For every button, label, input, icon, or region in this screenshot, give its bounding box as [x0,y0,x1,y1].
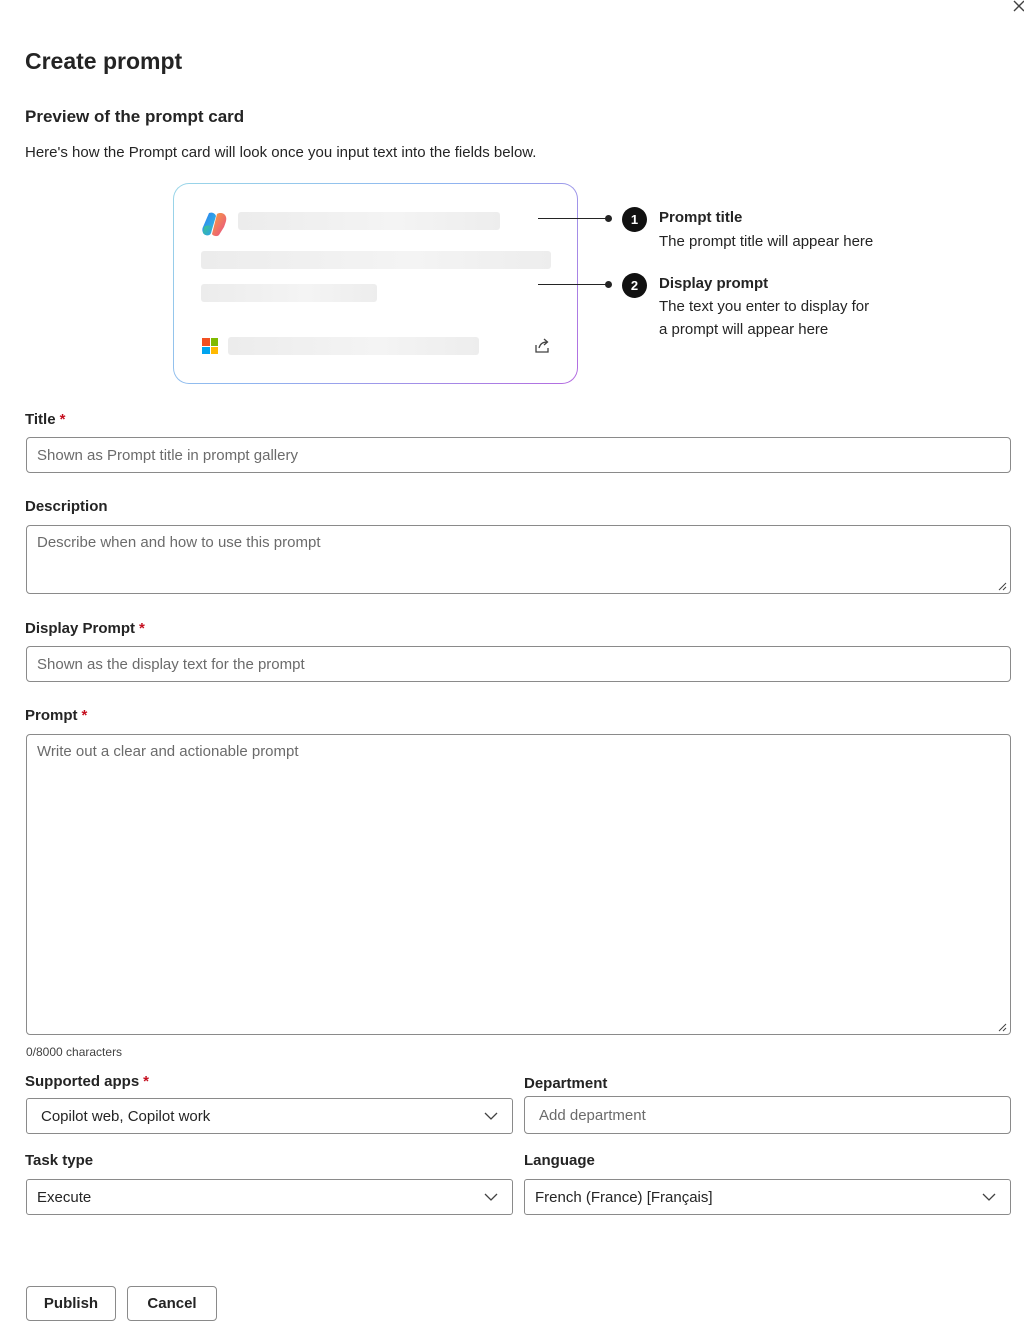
callout-text-1: The prompt title will appear here [659,233,874,250]
copilot-logo-icon [200,211,228,237]
callout-dot-2 [605,281,612,288]
callout-text-2: The text you enter to display for a prompt will appear here [659,298,870,338]
close-icon [1010,0,1024,14]
supported-apps-dropdown[interactable] [26,1098,513,1134]
callout-title-2: Display prompt [659,275,769,292]
language-dropdown[interactable] [524,1179,1011,1215]
chevron-down-icon [484,1111,498,1121]
close-button[interactable] [1010,0,1024,14]
task-type-dropdown[interactable] [26,1179,513,1215]
chevron-down-icon [484,1192,498,1202]
prompt-label: Prompt * [25,707,88,724]
cancel-button[interactable]: Cancel [127,1286,217,1321]
callout-number-2: 2 [622,273,647,298]
prompt-card-preview [173,183,578,384]
description-label: Description [25,498,108,515]
author-skeleton [228,337,479,355]
required-indicator: * [81,707,88,724]
department-label: Department [524,1075,608,1092]
callout-number-1: 1 [622,207,647,232]
prompt-character-count: 0/8000 characters [26,1045,123,1059]
description-input[interactable] [26,525,1011,594]
supported-apps-value: Copilot web, Copilot work [41,1108,211,1125]
publish-button[interactable]: Publish [26,1286,116,1321]
preview-description: Here's how the Prompt card will look once you input text into the fields below. [25,144,537,161]
callout-leader-1 [538,218,608,219]
required-indicator: * [143,1073,150,1090]
supported-apps-label: Supported apps * [25,1073,150,1090]
task-type-label: Task type [25,1152,94,1169]
preview-heading: Preview of the prompt card [25,107,245,126]
callout-leader-2 [538,284,608,285]
display-prompt-skeleton-line-2 [201,284,377,302]
resize-grip-icon[interactable] [997,581,1007,591]
language-value: French (France) [Français] [535,1189,713,1206]
callout-title-1: Prompt title [659,209,743,226]
task-type-value: Execute [37,1189,92,1206]
required-indicator: * [139,620,145,637]
department-input[interactable] [524,1096,1011,1134]
chevron-down-icon [982,1192,996,1202]
display-prompt-label: Display Prompt * [25,620,145,637]
title-skeleton [238,212,500,230]
page-title: Create prompt [25,48,183,74]
required-indicator: * [59,411,66,428]
display-prompt-skeleton-line-1 [201,251,551,269]
callout-dot-1 [605,215,612,222]
resize-grip-icon[interactable] [997,1022,1007,1032]
title-input[interactable] [26,437,1011,473]
prompt-input[interactable] [26,734,1011,1035]
share-icon [533,337,551,355]
microsoft-logo-icon [202,338,218,354]
display-prompt-input[interactable] [26,646,1011,682]
language-label: Language [524,1152,595,1169]
title-label: Title * [25,411,66,428]
